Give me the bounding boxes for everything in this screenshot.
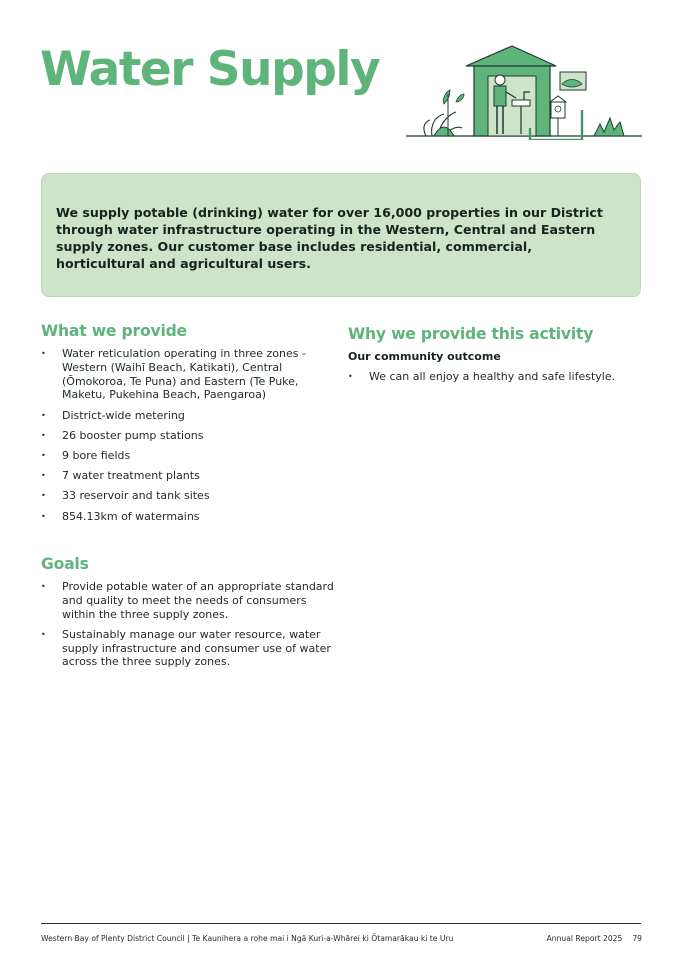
why-heading: Why we provide this activity: [348, 325, 594, 343]
what-we-provide-heading: What we provide: [41, 322, 187, 340]
water-supply-house-illustration: [404, 44, 644, 140]
list-item: • Water reticulation operating in three zones - Western (Waihī Beach, Katikati), Central (Ōmokoroa, Te Puna) and Eastern (Te Puke, Maketu, Pukehina Beach, Paengaroa): [41, 347, 336, 402]
list-item: • District-wide metering: [41, 409, 336, 423]
goals-section: [41, 554, 336, 676]
list-item: • 33 reservoir and tank sites: [41, 489, 336, 503]
goals-list: [41, 580, 336, 669]
list-item: • 854.13km of watermains: [41, 510, 336, 524]
goals-heading: Goals: [41, 555, 89, 573]
footer-right: [547, 934, 642, 943]
what-we-provide-list: [41, 347, 336, 523]
footer-report-title: Annual Report 2025: [546, 934, 623, 943]
list-item: • We can all enjoy a healthy and safe lifestyle.: [348, 370, 644, 384]
page-number: 79: [632, 934, 642, 943]
community-outcome-subheading: Our community outcome: [348, 350, 501, 363]
list-item: • Sustainably manage our water resource, water supply infrastructure and consumer use of water across the three supply zones.: [41, 628, 336, 669]
what-we-provide-section: [41, 321, 336, 530]
why-section: [348, 324, 644, 390]
list-item: • Provide potable water of an appropriate standard and quality to meet the needs of consumers within the three supply zones.: [41, 580, 336, 621]
intro-box: [41, 173, 641, 297]
intro-text: We supply potable (drinking) water for over 16,000 properties in our District through water infrastructure operating in the Western, Central and Eastern supply zones. Our customer base includes residential, commercial, horticultural and agricultural users.: [56, 205, 603, 271]
footer-divider: [41, 923, 641, 924]
list-item: • 9 bore fields: [41, 449, 336, 463]
list-item: • 26 booster pump stations: [41, 429, 336, 443]
list-item: • 7 water treatment plants: [41, 469, 336, 483]
footer-council-name: Western Bay of Plenty District Council | Te Kaunihera a rohe mai i Ngā Kuri-a-Whārei ki Ōtamarākau ki te Uru: [41, 934, 454, 943]
page-title: Water Supply: [40, 42, 380, 97]
why-list: [348, 370, 644, 384]
